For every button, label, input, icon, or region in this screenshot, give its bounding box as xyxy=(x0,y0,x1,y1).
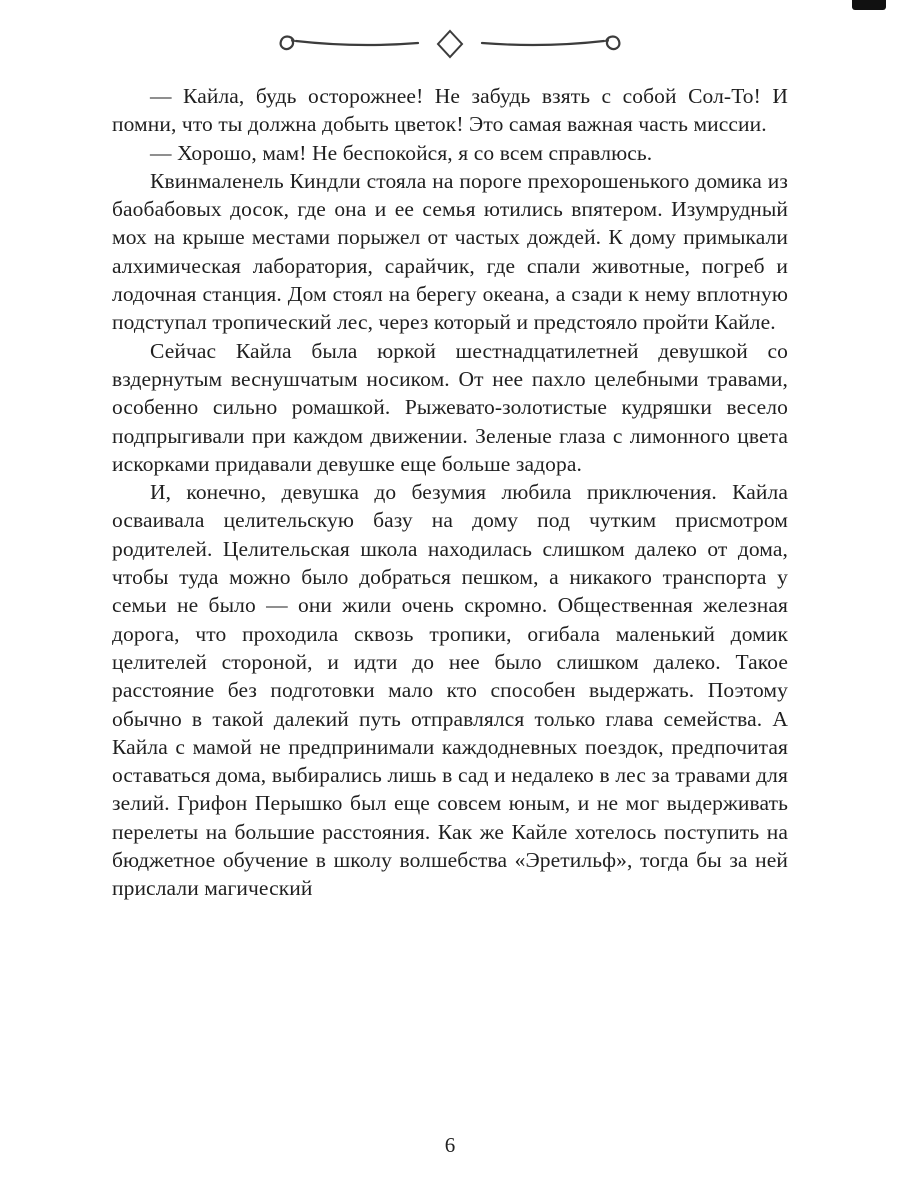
page-text xyxy=(112,82,788,903)
flourish-divider-icon xyxy=(260,26,640,62)
chapter-ornament-container xyxy=(0,26,900,62)
paragraph: И, конечно, девушка до безумия любила приключения. Кайла осваивала целительскую базу на дому под чутким присмотром родителей. Целительская школа находилась слишком далеко от дома, чтобы туда можно было добраться пешком, а никакого транспорта у семьи не было — они жили очень скромно. Общественная железная дорога, что проходила сквозь тропики, огибала маленький домик целителей стороной, и идти до нее было слишком далеко. Такое расстояние без подготовки мало кто способен выдержать. Поэтому обычно в такой далекий путь отправлялся только глава семейства. А Кайла с мамой не предпринимали каждодневных поездок, предпочитая оставаться дома, выбирались лишь в сад и недалеко в лес за травами для зелий. Грифон Перышко был еще совсем юным, и не мог выдерживать перелеты на большие расстояния. Как же Кайле хотелось поступить на бюджетное обучение в школу волшебства «Эретильф», тогда бы за ней прислали магический xyxy=(112,480,788,901)
top-right-ui-fragment[interactable] xyxy=(852,0,886,10)
paragraph: — Кайла, будь осторожнее! Не забудь взять с собой Сол-То! И помни, что ты должна добыть цветок! Это самая важная часть миссии. xyxy=(112,84,788,137)
page-number: 6 xyxy=(444,1133,456,1157)
paragraph: — Хорошо, мам! Не беспокойся, я со всем справлюсь. xyxy=(150,140,653,165)
paragraph: Сейчас Кайла была юркой шестнадцатилетней девушкой со вздернутым веснушчатым носиком. От нее пахло целебными травами, особенно сильно ромашкой. Рыжевато-золотистые кудряшки весело подпрыгивали при каждом движении. Зеленые глаза с лимонного цвета искорками придавали девушке еще больше задора. xyxy=(112,338,788,476)
paragraph: Квинмаленель Киндли стояла на пороге прехорошенького домика из баобабовых досок, где она и ее семья ютились впятером. Изумрудный мох на крыше местами порыжел от частых дождей. К дому примыкали алхимическая лаборатория, сарайчик, где спали животные, погреб и лодочная станция. Дом стоял на берегу океана, а сзади к нему вплотную подступал тропический лес, через который и предстояло пройти Кайле. xyxy=(112,168,788,335)
